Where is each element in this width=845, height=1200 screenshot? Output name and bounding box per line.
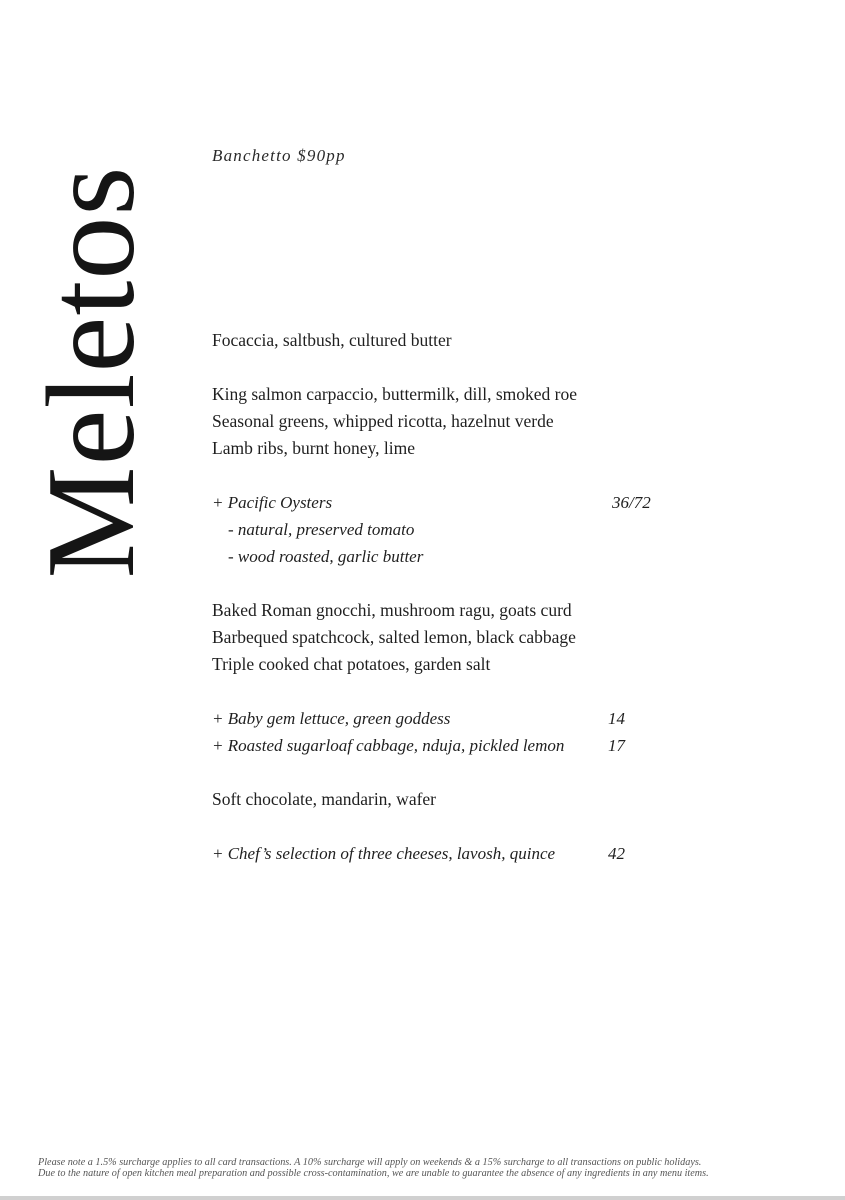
menu-item-label: Baked Roman gnocchi, mushroom ragu, goats curd	[212, 600, 572, 620]
menu-item-label: Focaccia, saltbush, cultured butter	[212, 330, 452, 350]
menu-item-label: + Roasted sugarloaf cabbage, nduja, pickled lemon	[212, 736, 565, 755]
section-gap	[212, 678, 682, 705]
menu-subtitle: Banchetto $90pp	[212, 146, 346, 165]
section-gap	[212, 813, 682, 840]
menu-list	[212, 327, 682, 867]
menu-item-label: Soft chocolate, mandarin, wafer	[212, 789, 437, 809]
menu-item-price: 14	[608, 709, 625, 728]
oyster-option	[212, 516, 682, 543]
menu-item-starter	[212, 408, 682, 435]
menu-item-main	[212, 651, 682, 678]
bottom-divider	[0, 1196, 845, 1200]
menu-item-label: Barbequed spatchcock, salted lemon, black cabbage	[212, 627, 576, 647]
menu-item-label: Seasonal greens, whipped ricotta, hazelnut verde	[212, 411, 554, 431]
menu-item-bread	[212, 327, 682, 354]
menu-item-dessert	[212, 786, 682, 813]
menu-item-oysters	[212, 489, 682, 516]
section-gap	[212, 462, 682, 489]
footer-notice	[38, 1157, 818, 1179]
oyster-option	[212, 543, 682, 570]
menu-item-main	[212, 624, 682, 651]
menu-item-label: Triple cooked chat potatoes, garden salt	[212, 654, 491, 674]
menu-item-price: 17	[608, 736, 625, 755]
menu-item-price: 42	[608, 844, 625, 863]
oyster-option-label: - natural, preserved tomato	[228, 520, 415, 539]
menu-item-label: King salmon carpaccio, buttermilk, dill, smoked roe	[212, 384, 577, 404]
surcharge-note: Please note a 1.5% surcharge applies to all card transactions. A 10% surcharge will apply on weekends & a 15% surcharge to all transactions on public holidays.	[38, 1157, 702, 1168]
menu-item-label: Lamb ribs, burnt honey, lime	[212, 438, 415, 458]
allergen-note: Due to the nature of open kitchen meal preparation and possible cross-contamination, we are unable to guarantee the absence of any ingredients in any menu items.	[38, 1168, 709, 1179]
section-gap	[212, 570, 682, 597]
section-gap	[212, 354, 682, 381]
menu-item-starter	[212, 381, 682, 408]
brand-name: Meletos	[22, 165, 161, 579]
menu-item-label: + Baby gem lettuce, green goddess	[212, 709, 451, 728]
menu-item-price: 36/72	[612, 493, 651, 512]
section-gap	[212, 759, 682, 786]
menu-item-starter	[212, 435, 682, 462]
menu-item-side	[212, 705, 682, 732]
menu-item-side	[212, 732, 682, 759]
menu-item-label: + Pacific Oysters	[212, 493, 333, 512]
menu-item-label: + Chef’s selection of three cheeses, lavosh, quince	[212, 844, 556, 863]
oyster-option-label: - wood roasted, garlic butter	[228, 547, 424, 566]
menu-item-cheese	[212, 840, 682, 867]
menu-item-main	[212, 597, 682, 624]
